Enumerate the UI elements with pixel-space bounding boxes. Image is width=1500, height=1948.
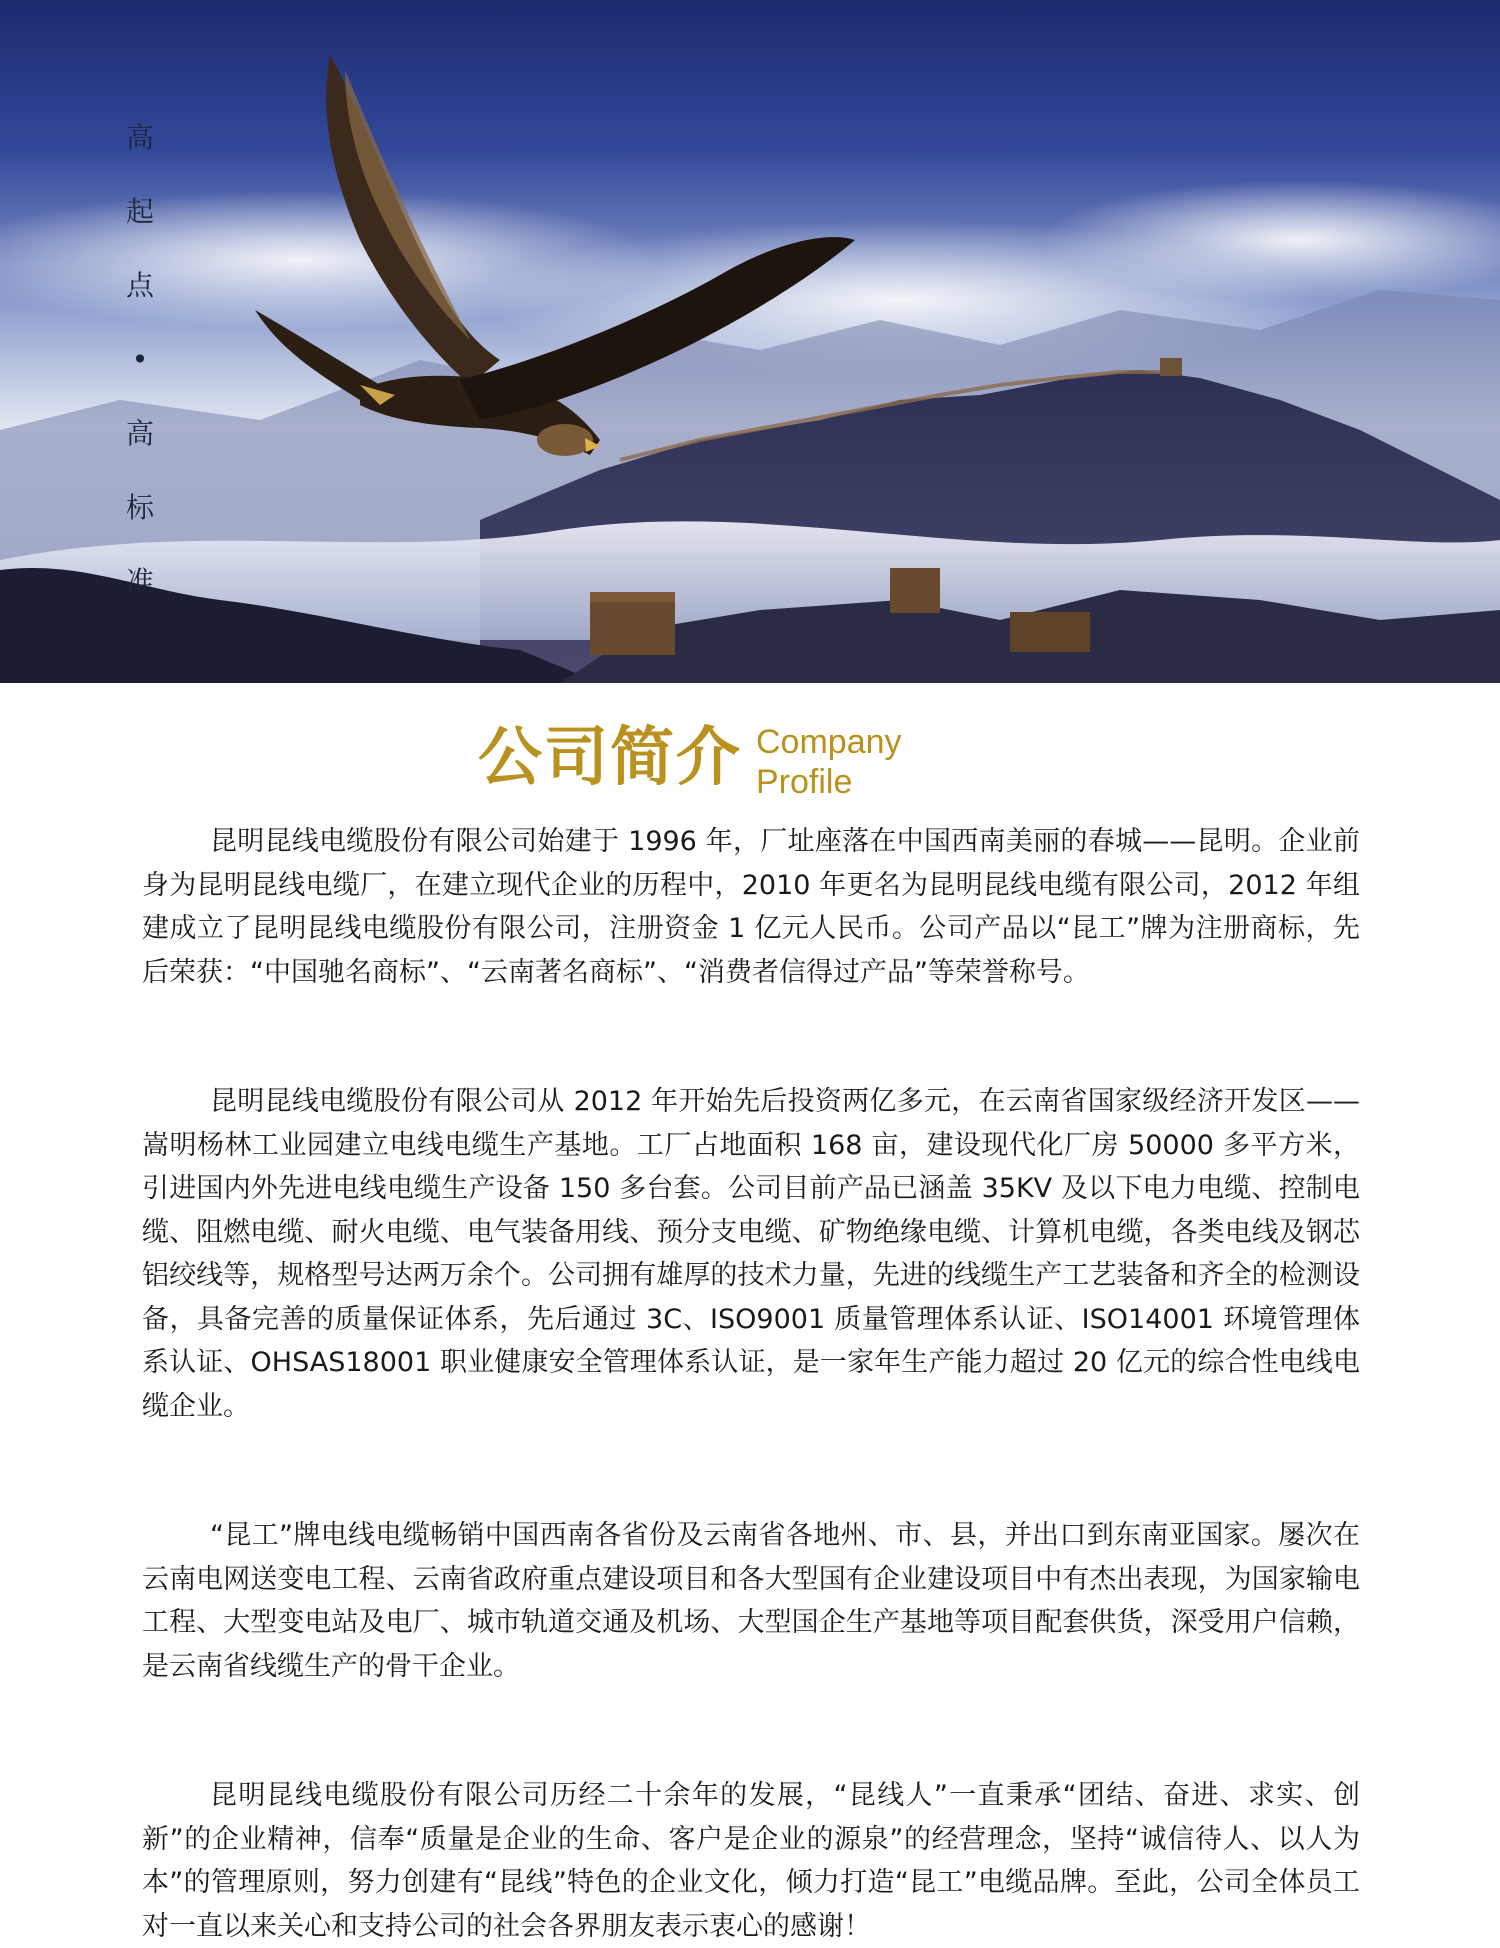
heading-english-line2: Profile — [756, 763, 853, 801]
company-profile-body — [142, 820, 1360, 1948]
paragraph-production: 昆明昆线电缆股份有限公司从 2012 年开始先后投资两亿多元，在云南省国家级经济开发区——嵩明杨林工业园建立电线电缆生产基地。工厂占地面积 168 亩，建设现代化厂房 50000 多平方米，引进国内外先进电线电缆生产设备 150 多台套。公司目前产品已涵盖 35KV 及以下电力电缆、控制电缆、阻燃电缆、耐火电缆、电气装备用线、预分支电缆、矿物绝缘电缆、计算机电缆，各类电线及钢芯铝绞线等，规格型号达两万余个。公司拥有雄厚的技术力量，先进的线缆生产工艺装备和齐全的检测设备，具备完善的质量保证体系，先后通过 3C、ISO9001 质量管理体系认证、ISO14001 环境管理体系认证、OHSAS18001 职业健康安全管理体系认证，是一家年生产能力超过 20 亿元的综合性电线电缆企业。 — [142, 1086, 1360, 1422]
slogan-separator: • — [131, 343, 149, 376]
slogan-char: 标 — [125, 491, 154, 524]
paragraph-culture: 昆明昆线电缆股份有限公司历经二十余年的发展，“昆线人”一直秉承“团结、奋进、求实、创新”的企业精神，信奉“质量是企业的生命、客户是企业的源泉”的经营理念，坚持“诚信待人、以人为本”的管理原则，努力创建有“昆线”特色的企业文化，倾力打造“昆工”电缆品牌。至此，公司全体员工对一直以来关心和支持公司的社会各界朋友表示衷心的感谢！ — [142, 1780, 1360, 1942]
slogan-char: 高 — [125, 417, 154, 450]
eagle-over-great-wall-image — [0, 0, 1500, 683]
hero-banner — [0, 0, 1500, 683]
slogan-char: 准 — [125, 565, 154, 598]
paragraph-market: “昆工”牌电线电缆畅销中国西南各省份及云南省各地州、市、县，并出口到东南亚国家。屡次在云南电网送变电工程、云南省政府重点建设项目和各大型国有企业建设项目中有杰出表现，为国家输电工程、大型变电站及电厂、城市轨道交通及机场、大型国企生产基地等项目配套供货，深受用户信赖，是云南省线缆生产的骨干企业。 — [142, 1520, 1360, 1682]
heading-chinese: 公司简介 — [478, 720, 742, 795]
heading-english-line1: Company — [756, 723, 902, 761]
slogan-char: 点 — [125, 269, 154, 302]
slogan-char: 高 — [125, 121, 154, 154]
paragraph-history: 昆明昆线电缆股份有限公司始建于 1996 年，厂址座落在中国西南美丽的春城——昆明。企业前身为昆明昆线电缆厂，在建立现代企业的历程中，2010 年更名为昆明昆线电缆有限公司，2012 年组建成立了昆明昆线电缆股份有限公司，注册资金 1 亿元人民币。公司产品以“昆工”牌为注册商标，先后荣获：“中国驰名商标”、“云南著名商标”、“消费者信得过产品”等荣誉称号。 — [142, 826, 1360, 988]
section-heading — [478, 718, 902, 802]
heading-english — [756, 722, 902, 802]
slogan-char: 起 — [125, 195, 154, 228]
vertical-slogan — [120, 118, 160, 636]
